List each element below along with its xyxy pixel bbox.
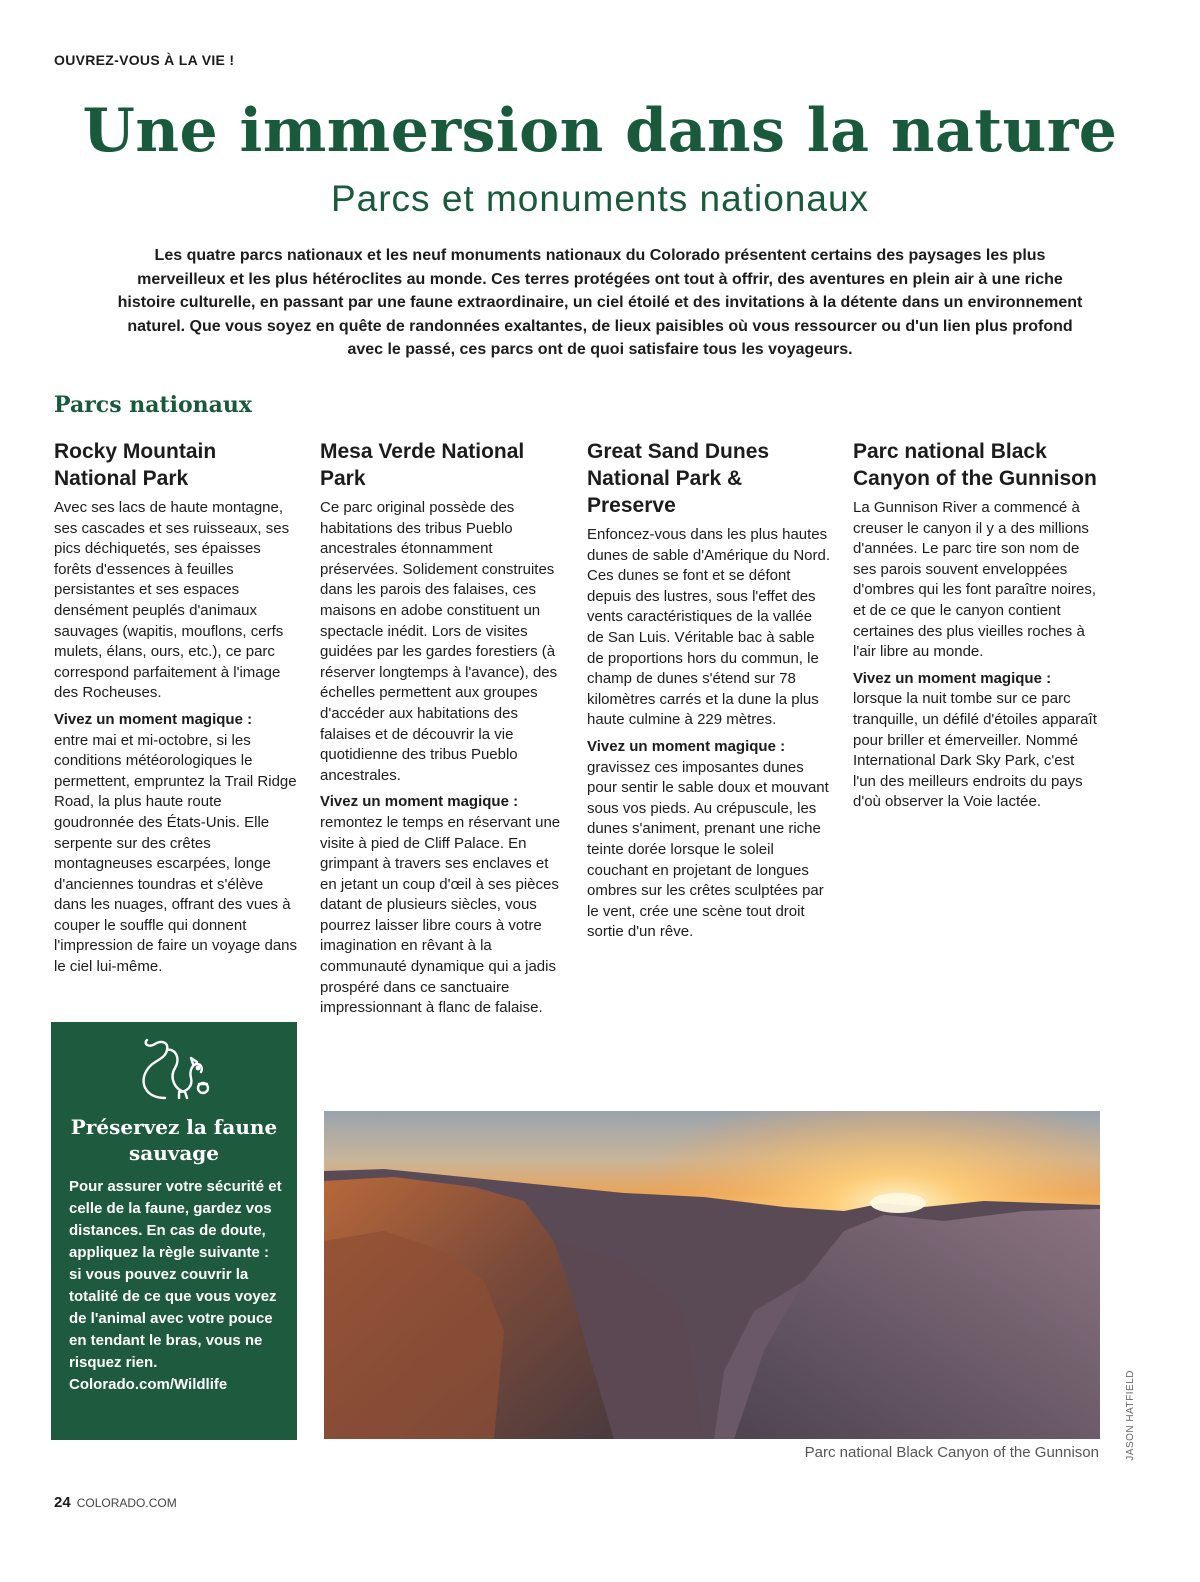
park-description: Enfoncez-vous dans les plus hautes dunes de sable d'Amérique du Nord. Ces dunes se font et se défont depuis des lustres, sous l'effet des vents caractéristiques de la vallée de San Luis. Véritable bac à sable de proportions hors du commun, le champ de dunes s'étend sur 78 kilomètres carrés et la dune la plus haute culmine à 229 mètres. <box>587 526 831 729</box>
park-name: Parc national Black Canyon of the Gunnison <box>853 440 1097 490</box>
park-column-black-canyon <box>853 438 1098 813</box>
wildlife-sidebar <box>51 1022 297 1440</box>
park-description: La Gunnison River a commencé à creuser le canyon il y a des millions d'années. Le parc tire son nom de ses parois souvent enveloppées d'ombres qui les font paraître noires, et de ce que le canyon contient certaines des plus vieilles roches à l'air libre au monde. <box>853 499 1096 661</box>
magic-label: Vivez un moment magique : <box>587 737 786 755</box>
magic-text: lorsque la nuit tombe sur ce parc tranquille, un défilé d'étoiles apparaît pour briller et émerveiller. Nommé International Dark Sky Park, c'est l'un des meilleurs endroits du pays d'où observer la Voie lactée. <box>853 690 1097 811</box>
park-column-great-sand-dunes <box>587 438 832 943</box>
canyon-photo <box>324 1111 1100 1439</box>
kicker: OUVREZ-VOUS À LA VIE ! <box>54 52 235 68</box>
park-column-mesa-verde <box>320 438 565 1019</box>
magic-label: Vivez un moment magique : <box>54 710 253 728</box>
intro-paragraph: Les quatre parcs nationaux et les neuf monuments nationaux du Colorado présentent certains des paysages les plus merveilleux et les plus hétéroclites au monde. Ces terres protégées ont tout à offrir, des aventures en plein air à une riche histoire culturelle, en passant par une faune extraordinaire, un ciel étoilé et des invitations à la détente dans un environnement naturel. Que vous soyez en quête de randonnées exaltantes, de lieux paisibles où vous ressourcer ou d'un lien plus profond avec le passé, ces parcs ont de quoi satisfaire tous les voyageurs. <box>117 247 1083 358</box>
page-number: 24 <box>54 1494 71 1511</box>
section-heading: Parcs nationaux <box>54 392 253 418</box>
magic-text: gravissez ces imposantes dunes pour sentir le sable doux et mouvant sous vos pieds. Au crépuscule, les dunes s'animent, prenant une riche teinte dorée lorsque le soleil couchant en projetant de longues ombres sur les crêtes sculptées par le vent, crée une scène tout droit sortie d'un rêve. <box>587 758 829 941</box>
squirrel-icon <box>135 1038 213 1104</box>
photo-credit: JASON HATFIELD <box>1125 1370 1136 1461</box>
park-name: Rocky Mountain National Park <box>54 440 217 490</box>
magic-label: Vivez un moment magique : <box>853 669 1052 687</box>
footer-site: COLORADO.COM <box>76 1496 177 1510</box>
photo-caption: Parc national Black Canyon of the Gunnison <box>804 1444 1099 1461</box>
page-title: Une immersion dans la nature <box>82 96 1118 166</box>
park-name: Mesa Verde National Park <box>320 440 525 490</box>
magic-text: remontez le temps en réservant une visite à pied de Cliff Palace. En grimpant à travers ses enclaves et en jetant un coup d'œil à ses pièces datant de plusieurs siècles, vous pourrez laisser libre cours à votre imagination en rêvant à la communauté dynamique qui a jadis prospéré dans ce sanctuaire impressionnant à flanc de falaise. <box>320 813 561 1017</box>
magic-text: entre mai et mi-octobre, si les conditions météorologiques le permettent, empruntez la Trail Ridge Road, la plus haute route goudronnée des États-Unis. Elle serpente sur des crêtes montagneuses escarpées, longe d'anciennes toundras et s'élève dans les nuages, offrant des vues à couper le souffle qui donnent l'impression de faire un voyage dans le ciel lui-même. <box>54 731 298 976</box>
sidebar-text <box>69 1176 283 1396</box>
magic-label: Vivez un moment magique : <box>320 793 519 811</box>
park-column-rocky-mountain <box>54 438 299 978</box>
page-footer <box>54 1494 177 1511</box>
sidebar-title: Préservez la faune sauvage <box>70 1115 278 1165</box>
page-subtitle: Parcs et monuments nationaux <box>330 178 870 219</box>
park-name: Great Sand Dunes National Park & Preserve <box>587 440 770 517</box>
park-description: Ce parc original possède des habitations des tribus Pueblo ancestrales étonnamment préservées. Solidement construites dans les parois des falaises, ces maisons en adobe constituent un spectacle inédit. Lors de visites guidées par les gardes forestiers (à réserver longtemps à l'avance), des échelles permettent aux groupes d'accéder aux habitations des falaises et de découvrir la vie quotidienne des tribus Pueblo ancestrales. <box>320 499 558 784</box>
wildlife-link[interactable]: Colorado.com/Wildlife <box>69 1376 228 1393</box>
park-description: Avec ses lacs de haute montagne, ses cascades et ses ruisseaux, ses pics déchiquetés, ses épaisses forêts d'essences à feuilles persistantes et ses espaces densément peuplés d'animaux sauvages (wapitis, mouflons, cerfs mulets, élans, ours, etc.), ce parc correspond parfaitement à l'image des Rocheuses. <box>54 499 290 702</box>
sidebar-body: Pour assurer votre sécurité et celle de la faune, gardez vos distances. En cas de doute, appliquez la règle suivante : si vous pouvez couvrir la totalité de ce que vous voyez de l'animal avec votre pouce en tendant le bras, vous ne risquez rien. <box>69 1178 282 1371</box>
